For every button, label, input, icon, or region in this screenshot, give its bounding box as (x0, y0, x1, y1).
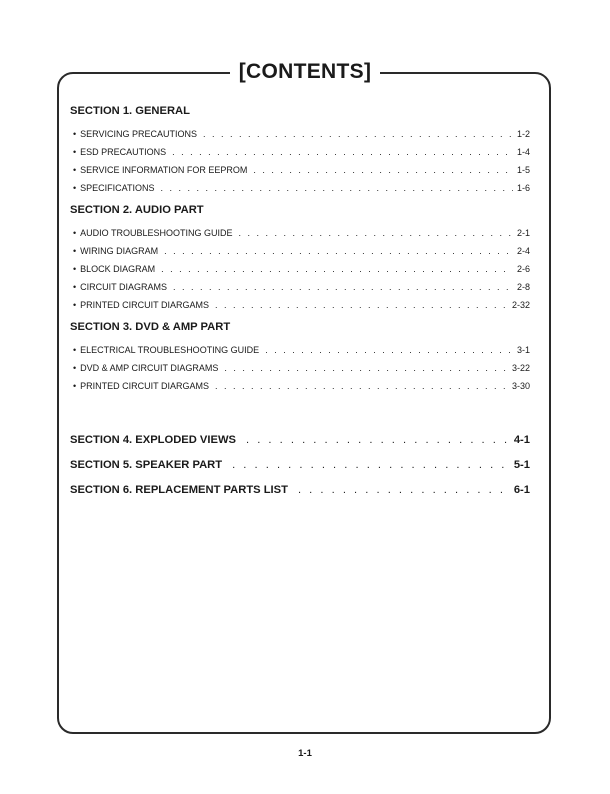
section-heading: SECTION 3. DVD & AMP PART (70, 321, 231, 333)
toc-entry-label: SECTION 4. EXPLODED VIEWS (70, 434, 236, 446)
toc-entry-page: 5-1 (513, 459, 530, 471)
dot-leader (215, 380, 508, 392)
bullet-icon: • (73, 246, 77, 256)
toc-entry-label: SECTION 5. SPEAKER PART (70, 459, 223, 471)
toc-entry-page: 2-4 (516, 246, 530, 256)
section-heading: SECTION 2. AUDIO PART (70, 204, 204, 216)
dot-leader (173, 281, 513, 293)
toc-entry[interactable] (70, 221, 530, 239)
toc-entry-label: ESD PRECAUTIONS (80, 147, 167, 157)
toc-entry-label: BLOCK DIAGRAM (80, 264, 156, 274)
dot-leader (224, 362, 508, 374)
dot-leader (239, 227, 513, 239)
toc-entry-label: SERVICING PRECAUTIONS (80, 129, 198, 139)
toc-major-entry[interactable] (70, 472, 530, 497)
section-2 (70, 202, 530, 311)
toc-entry-label: SECTION 6. REPLACEMENT PARTS LIST (70, 484, 288, 496)
toc-entry-page: 3-1 (516, 345, 530, 355)
bullet-icon: • (73, 300, 77, 310)
dot-leader (161, 263, 513, 275)
dot-leader (203, 128, 513, 140)
bullet-icon: • (73, 129, 77, 139)
toc-entry-page: 1-4 (516, 147, 530, 157)
toc-entry[interactable] (70, 140, 530, 158)
bullet-icon: • (73, 264, 77, 274)
toc-entry-label: SERVICE INFORMATION FOR EEPROM (80, 165, 248, 175)
toc-entry-label: CIRCUIT DIAGRAMS (80, 282, 167, 292)
toc-entry-label: DVD & AMP CIRCUIT DIAGRAMS (80, 363, 219, 373)
toc-entry-label: PRINTED CIRCUIT DIARGAMS (80, 381, 209, 391)
bullet-icon: • (73, 165, 77, 175)
section-3 (70, 319, 530, 392)
toc-entry-label: ELECTRICAL TROUBLESHOOTING GUIDE (80, 345, 260, 355)
toc-entry-page: 3-30 (511, 381, 530, 391)
table-of-contents (70, 103, 530, 497)
dot-leader (232, 458, 510, 472)
bullet-icon: • (73, 345, 77, 355)
toc-entry-label: WIRING DIAGRAM (80, 246, 159, 256)
toc-entry-page: 6-1 (513, 484, 530, 496)
bullet-icon: • (73, 282, 77, 292)
bullet-icon: • (73, 183, 77, 193)
toc-entry[interactable] (70, 275, 530, 293)
toc-entry-page: 2-8 (516, 282, 530, 292)
bullet-icon: • (73, 228, 77, 238)
toc-entry-label: AUDIO TROUBLESHOOTING GUIDE (80, 228, 233, 238)
dot-leader (246, 433, 510, 447)
dot-leader (253, 164, 513, 176)
dot-leader (172, 146, 513, 158)
bullet-icon: • (73, 363, 77, 373)
toc-entry[interactable] (70, 239, 530, 257)
bullet-icon: • (73, 381, 77, 391)
toc-entry[interactable] (70, 374, 530, 392)
toc-entry-page: 4-1 (513, 434, 530, 446)
toc-entry-page: 3-22 (511, 363, 530, 373)
page-number: 1-1 (298, 748, 312, 759)
dot-leader (265, 344, 513, 356)
section-heading: SECTION 1. GENERAL (70, 105, 190, 117)
toc-entry[interactable] (70, 293, 530, 311)
title-bar (0, 58, 610, 86)
dot-leader (161, 182, 513, 194)
section-1 (70, 103, 530, 194)
dot-leader (164, 245, 513, 257)
toc-entry[interactable] (70, 122, 530, 140)
toc-entry-page: 2-1 (516, 228, 530, 238)
toc-entry-page: 2-6 (516, 264, 530, 274)
toc-entry[interactable] (70, 176, 530, 194)
page-title: [CONTENTS] (230, 58, 381, 86)
toc-entry[interactable] (70, 338, 530, 356)
dot-leader (298, 483, 510, 497)
toc-entry[interactable] (70, 356, 530, 374)
toc-entry[interactable] (70, 158, 530, 176)
major-sections (70, 422, 530, 497)
dot-leader (215, 299, 508, 311)
toc-entry-page: 1-5 (516, 165, 530, 175)
toc-entry[interactable] (70, 257, 530, 275)
toc-major-entry[interactable] (70, 447, 530, 472)
toc-major-entry[interactable] (70, 422, 530, 447)
bullet-icon: • (73, 147, 77, 157)
toc-entry-label: SPECIFICATIONS (80, 183, 155, 193)
toc-entry-page: 2-32 (511, 300, 530, 310)
toc-entry-label: PRINTED CIRCUIT DIARGAMS (80, 300, 209, 310)
toc-entry-page: 1-2 (516, 129, 530, 139)
toc-entry-page: 1-6 (516, 183, 530, 193)
